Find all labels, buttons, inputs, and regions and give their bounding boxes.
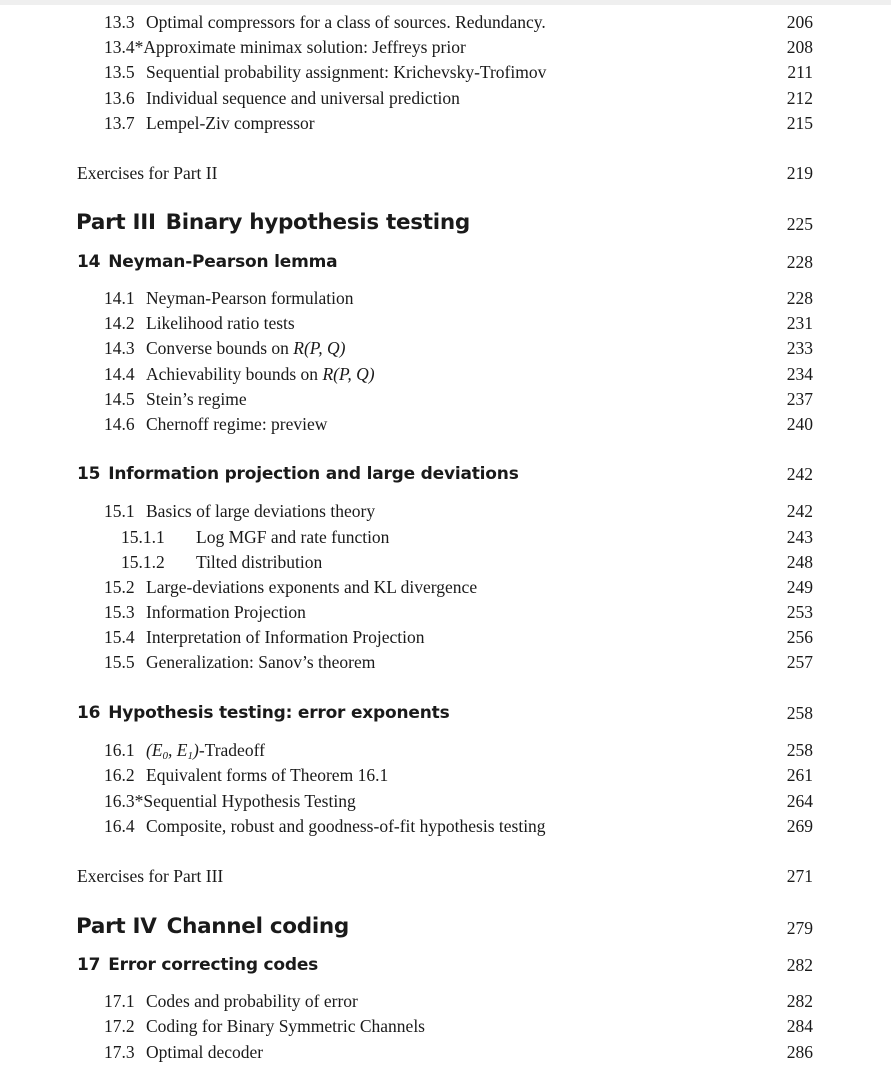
toc-entry-14-6[interactable]: [0, 414, 891, 440]
toc-chapter-17[interactable]: [0, 955, 891, 981]
toc-entry-page: 257: [786, 652, 813, 672]
toc-entry-title: 14.4 Achievability bounds on R(P, Q): [104, 364, 375, 384]
toc-entry-page: 248: [786, 552, 813, 572]
toc-entry-exercises-part-3[interactable]: [0, 866, 891, 892]
toc-entry-16-2[interactable]: [0, 765, 891, 791]
toc-entry-15-5[interactable]: [0, 652, 891, 678]
toc-entry-15-3[interactable]: [0, 602, 891, 628]
toc-entry-title: 14.5 Stein’s regime: [104, 389, 247, 409]
math-expression: R(P, Q): [322, 364, 375, 384]
toc-entry-14-4[interactable]: [0, 364, 891, 390]
toc-entry-page: 253: [786, 602, 813, 622]
toc-entry-title: 17.1 Codes and probability of error: [104, 991, 358, 1011]
toc-entry-16-3[interactable]: [0, 791, 891, 817]
toc-entry-title: Exercises for Part III: [77, 866, 224, 886]
toc-entry-title: 14.2 Likelihood ratio tests: [104, 313, 295, 333]
toc-entry-15-1-1[interactable]: [0, 527, 891, 553]
toc-entry-page: 219: [786, 163, 813, 183]
toc-entry-page: 258: [786, 740, 813, 760]
toc-entry-13-4[interactable]: [0, 37, 891, 63]
toc-chapter-15[interactable]: [0, 464, 891, 490]
toc-entry-title: 15.2 Large-deviations exponents and KL divergence: [104, 577, 478, 597]
toc-chapter-title: 16 Hypothesis testing: error exponents: [77, 703, 450, 723]
toc-chapter-title: 15 Information projection and large deviations: [77, 464, 519, 484]
toc-entry-17-1[interactable]: [0, 991, 891, 1017]
toc-entry-title: 15.3 Information Projection: [104, 602, 306, 622]
toc-entry-13-5[interactable]: [0, 62, 891, 88]
toc-entry-13-6[interactable]: [0, 88, 891, 114]
toc-entry-title: 13.3 Optimal compressors for a class of sources. Redundancy.: [104, 12, 546, 32]
toc-entry-page: 206: [786, 12, 813, 32]
toc-entry-page: 286: [786, 1042, 813, 1062]
toc-entry-page: 211: [787, 62, 813, 82]
toc-entry-page: 242: [786, 501, 813, 521]
toc-entry-title: 14.1 Neyman-Pearson formulation: [104, 288, 354, 308]
toc-entry-page: 249: [786, 577, 813, 597]
toc-entry-title: 16.1 ($E_0$, $E_1$)-Tradeoff: [104, 740, 265, 762]
toc-entry-title: 14.3 Converse bounds on R(P, Q): [104, 338, 346, 358]
toc-entry-title: 13.4*Approximate minimax solution: Jeffreys prior: [104, 37, 466, 57]
toc-entry-title: 13.6 Individual sequence and universal prediction: [104, 88, 460, 108]
toc-entry-page: 261: [786, 765, 813, 785]
toc-entry-page: 233: [786, 338, 813, 358]
toc-entry-14-2[interactable]: [0, 313, 891, 339]
toc-entry-page: 269: [786, 816, 813, 836]
toc-entry-title: 16.4 Composite, robust and goodness-of-fit hypothesis testing: [104, 816, 546, 836]
toc-entry-page: 215: [786, 113, 813, 133]
toc-chapter-16[interactable]: [0, 703, 891, 729]
toc-part-title: Part IV Channel coding: [76, 914, 350, 939]
toc-entry-page: 271: [786, 866, 813, 886]
toc-entry-page: 231: [786, 313, 813, 333]
toc-entry-title: 13.7 Lempel-Ziv compressor: [104, 113, 315, 133]
toc-entry-14-5[interactable]: [0, 389, 891, 415]
toc-entry-page: 212: [786, 88, 813, 108]
toc-entry-page: 242: [786, 464, 813, 484]
toc-entry-page: 225: [786, 214, 813, 234]
toc-entry-page: 279: [786, 918, 813, 938]
toc-entry-page: 264: [786, 791, 813, 811]
toc-entry-page: 237: [786, 389, 813, 409]
toc-entry-title: Exercises for Part II: [77, 163, 218, 183]
toc-entry-15-1-2[interactable]: [0, 552, 891, 578]
toc-entry-title: 15.1 Basics of large deviations theory: [104, 501, 376, 521]
toc-entry-15-2[interactable]: [0, 577, 891, 603]
toc-entry-title: 17.3 Optimal decoder: [104, 1042, 264, 1062]
toc-entry-16-1[interactable]: [0, 740, 891, 766]
toc-entry-13-7[interactable]: [0, 113, 891, 139]
toc-entry-page: 234: [786, 364, 813, 384]
toc-entry-page: 240: [786, 414, 813, 434]
toc-entry-exercises-part-2[interactable]: [0, 163, 891, 189]
toc-part-title: Part III Binary hypothesis testing: [76, 210, 470, 235]
toc-entry-title: 17.2 Coding for Binary Symmetric Channels: [104, 1016, 425, 1036]
toc-entry-title: 16.2 Equivalent forms of Theorem 16.1: [104, 765, 389, 785]
toc-entry-title: 14.6 Chernoff regime: preview: [104, 414, 328, 434]
toc-entry-14-1[interactable]: [0, 288, 891, 314]
math-expression: R(P, Q): [293, 338, 346, 358]
toc-entry-page: 208: [786, 37, 813, 57]
toc-entry-page: 228: [786, 252, 813, 272]
toc-entry-title: 15.5 Generalization: Sanov’s theorem: [104, 652, 376, 672]
toc-part-3[interactable]: [0, 210, 891, 240]
toc-chapter-14[interactable]: [0, 252, 891, 278]
toc-entry-page: 228: [786, 288, 813, 308]
toc-chapter-title: 17 Error correcting codes: [77, 955, 319, 975]
toc-entry-title: 15.4 Interpretation of Information Projection: [104, 627, 425, 647]
toc-entry-title: 15.1.1 Log MGF and rate function: [121, 527, 390, 547]
toc-entry-page: 258: [786, 703, 813, 723]
toc-entry-title: 13.5 Sequential probability assignment: Krichevsky-Trofimov: [104, 62, 547, 82]
toc-entry-15-4[interactable]: [0, 627, 891, 653]
toc-entry-14-3[interactable]: [0, 338, 891, 364]
toc-entry-title: 15.1.2 Tilted distribution: [121, 552, 323, 572]
toc-entry-page: 282: [786, 955, 813, 975]
toc-entry-17-3[interactable]: [0, 1042, 891, 1068]
toc-entry-page: 243: [786, 527, 813, 547]
toc-entry-page: 282: [786, 991, 813, 1011]
toc-entry-page: 256: [786, 627, 813, 647]
toc-entry-17-2[interactable]: [0, 1016, 891, 1042]
math-expression: ($E_0$, $E_1$): [146, 740, 199, 762]
toc-entry-16-4[interactable]: [0, 816, 891, 842]
page-top-border: [0, 0, 891, 5]
toc-entry-15-1[interactable]: [0, 501, 891, 527]
toc-entry-title: 16.3*Sequential Hypothesis Testing: [104, 791, 356, 811]
toc-part-4[interactable]: [0, 914, 891, 944]
toc-entry-13-3[interactable]: [0, 12, 891, 38]
toc-chapter-title: 14 Neyman-Pearson lemma: [77, 252, 338, 272]
toc-entry-page: 284: [786, 1016, 813, 1036]
